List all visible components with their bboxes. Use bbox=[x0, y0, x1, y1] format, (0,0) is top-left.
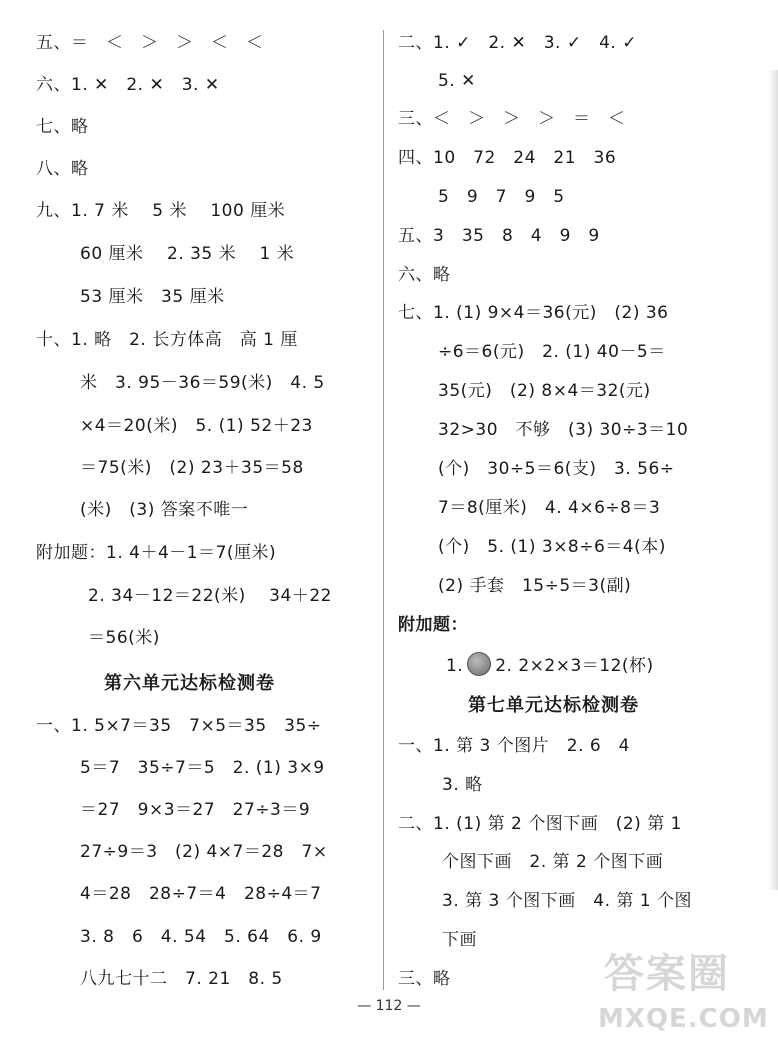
column-divider bbox=[383, 30, 384, 990]
answer-line: (个) 5. (1) 3×8÷6＝4(本) bbox=[438, 537, 666, 557]
answer-line: ＝27 9×3＝27 27÷3＝9 bbox=[80, 800, 311, 820]
answer-line: 十、1. 略 2. 长方体高 高 1 厘 bbox=[36, 330, 298, 350]
answer-line: 5＝7 35÷7＝5 2. (1) 3×9 bbox=[80, 758, 325, 778]
answer-line: 60 厘米 2. 35 米 1 米 bbox=[80, 244, 295, 264]
answer-line: (个) 30÷5＝6(支) 3. 56÷ bbox=[438, 459, 675, 479]
bonus-label: 附加题： bbox=[398, 615, 468, 635]
page-number: — 112 — bbox=[357, 998, 421, 1014]
answer-line: 一、1. 第 3 个图片 2. 6 4 bbox=[398, 736, 631, 756]
answer-line: 七、略 bbox=[36, 117, 89, 137]
answer-line: 4＝28 28÷7＝4 28÷4＝7 bbox=[80, 884, 322, 904]
watermark-url: MXQE.COM bbox=[598, 1004, 769, 1034]
section-heading-unit-6: 第六单元达标检测卷 bbox=[104, 673, 275, 694]
answer-line: 八、略 bbox=[36, 159, 89, 179]
answer-line: ＝75(米) (2) 23＋35＝58 bbox=[80, 458, 304, 478]
answer-line: 下画 bbox=[442, 930, 477, 950]
answer-line: ÷6＝6(元) 2. (1) 40－5＝ bbox=[438, 342, 666, 362]
watermark-logo: 答案圈 bbox=[604, 951, 730, 997]
bonus-answer-line bbox=[446, 652, 654, 677]
answer-line: 32>30 不够 (3) 30÷3＝10 bbox=[438, 420, 689, 440]
coin-icon bbox=[467, 652, 491, 676]
answer-line: 一、1. 5×7＝35 7×5＝35 35÷ bbox=[36, 716, 322, 736]
answer-line: 7＝8(厘米) 4. 4×6÷8＝3 bbox=[438, 498, 661, 518]
answer-line: 5 9 7 9 5 bbox=[438, 187, 565, 207]
answer-line: 四、10 72 24 21 36 bbox=[398, 148, 617, 168]
answer-line: 二、1. ✓ 2. ✕ 3. ✓ 4. ✓ bbox=[398, 33, 637, 53]
answer-line: 3. 8 6 4. 54 5. 64 6. 9 bbox=[80, 927, 322, 947]
answer-line: 六、1. ✕ 2. ✕ 3. ✕ bbox=[36, 75, 220, 95]
answer-line: 3. 略 bbox=[442, 775, 483, 795]
answer-line: (2) 手套 15÷5＝3(副) bbox=[438, 576, 632, 596]
answer-line: 八九七十二 7. 21 8. 5 bbox=[80, 969, 283, 989]
bonus-item-text: 2. 2×2×3＝12(杯) bbox=[495, 656, 654, 676]
answer-line: 27÷9＝3 (2) 4×7＝28 7× bbox=[80, 842, 328, 862]
answer-line: 三、略 bbox=[398, 969, 451, 989]
answer-line: 35(元) (2) 8×4＝32(元) bbox=[438, 381, 651, 401]
page-edge-shadow bbox=[768, 70, 778, 890]
answer-line: 三、＜ ＞ ＞ ＞ ＝ ＜ bbox=[398, 109, 626, 129]
answer-line: 附加题：1. 4＋4－1＝7(厘米) bbox=[36, 543, 277, 563]
answer-line: 米 3. 95－36＝59(米) 4. 5 bbox=[80, 373, 325, 393]
answer-line: 七、1. (1) 9×4＝36(元) (2) 36 bbox=[398, 303, 669, 323]
answer-line: 二、1. (1) 第 2 个图下画 (2) 第 1 bbox=[398, 814, 682, 834]
answer-line: ＝56(米) bbox=[88, 628, 160, 648]
answer-line: 2. 34－12＝22(米) 34＋22 bbox=[88, 586, 332, 606]
answer-line: 个图下画 2. 第 2 个图下画 bbox=[442, 852, 664, 872]
answer-line: (米) (3) 答案不唯一 bbox=[80, 500, 249, 520]
answer-line: ×4＝20(米) 5. (1) 52＋23 bbox=[80, 416, 313, 436]
answer-line: 5. ✕ bbox=[438, 71, 476, 91]
answer-line: 3. 第 3 个图下画 4. 第 1 个图 bbox=[442, 891, 692, 911]
answer-line: 六、略 bbox=[398, 265, 451, 285]
section-heading-unit-7: 第七单元达标检测卷 bbox=[468, 695, 639, 716]
answer-line: 五、＝ ＜ ＞ ＞ ＜ ＜ bbox=[36, 33, 264, 53]
answer-line: 五、3 35 8 4 9 9 bbox=[398, 226, 600, 246]
answer-line: 九、1. 7 米 5 米 100 厘米 bbox=[36, 201, 286, 221]
answer-line: 53 厘米 35 厘米 bbox=[80, 287, 225, 307]
bonus-item-number: 1. bbox=[446, 656, 464, 676]
